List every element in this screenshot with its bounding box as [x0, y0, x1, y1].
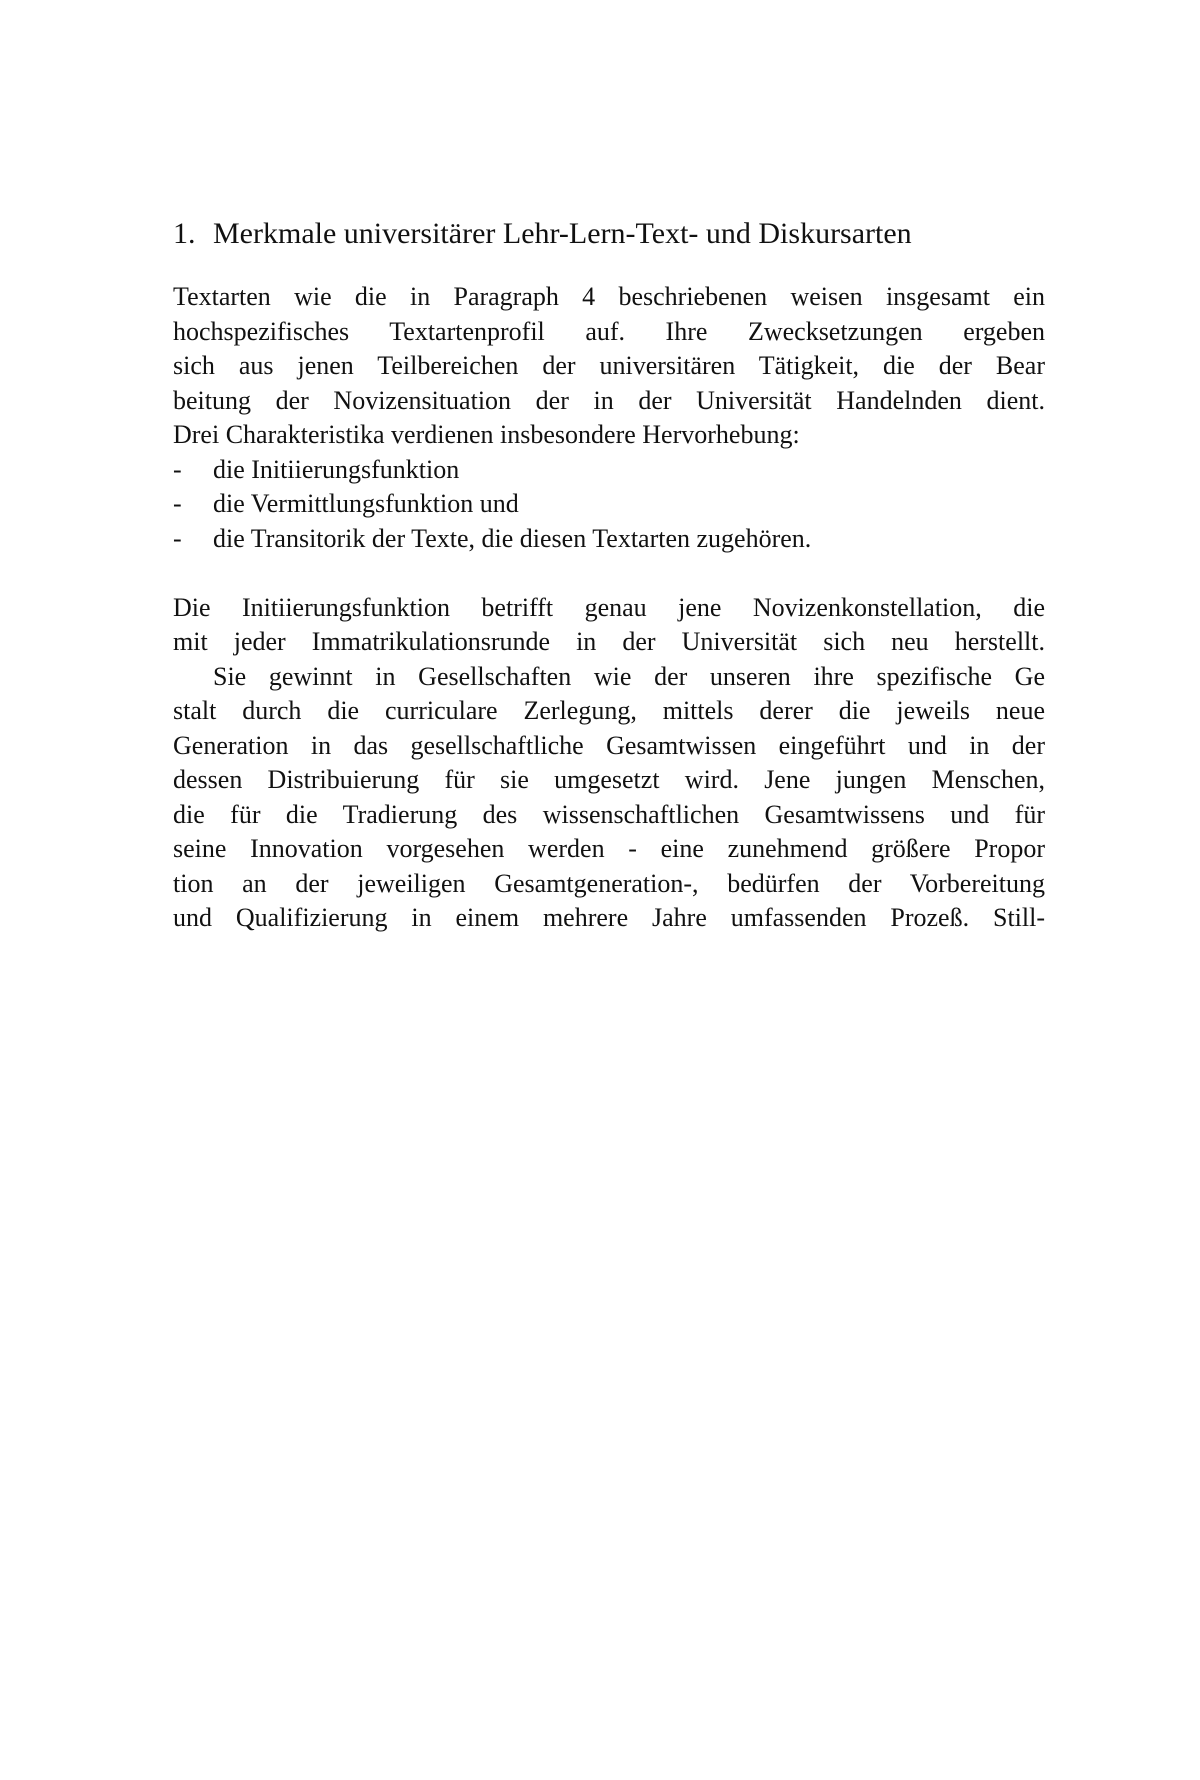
text-line: und Qualifizierung in einem mehrere Jahre umfassenden Prozeß. Still- — [173, 903, 1045, 932]
text-line: sich aus jenen Teilbereichen der universitären Tätigkeit, die der Bear — [173, 351, 1045, 380]
list-item-text: die Transitorik der Texte, die diesen Textarten zugehören. — [213, 523, 812, 553]
paragraph-curricular — [173, 660, 1045, 936]
document-page — [173, 214, 1045, 936]
text-line: Drei Charakteristika verdienen insbesondere Hervorhebung: — [173, 420, 800, 449]
text-line: Generation in das gesellschaftliche Gesamtwissen eingeführt und in der — [173, 730, 1045, 760]
section-number: 1. — [173, 217, 196, 250]
text-line: dessen Distribuierung für sie umgesetzt wird. Jene jungen Menschen, — [173, 765, 1045, 794]
text-line: Die Initiierungsfunktion betrifft genau jene Novizenkonstellation, die — [173, 592, 1045, 622]
text-line: Sie gewinnt in Gesellschaften wie der unseren ihre spezifische Ge — [213, 661, 1045, 691]
list-item — [173, 453, 1045, 488]
list-bullet: - — [173, 523, 182, 553]
section-heading — [173, 214, 1045, 254]
text-line: beitung der Novizensituation der in der Universität Handelnden dient. — [173, 385, 1045, 415]
characteristics-list — [173, 453, 1045, 557]
text-line: Textarten wie die in Paragraph 4 beschriebenen weisen insgesamt ein — [173, 282, 1045, 311]
list-bullet: - — [173, 454, 182, 484]
text-line: mit jeder Immatrikulationsrunde in der Universität sich neu herstellt. — [173, 627, 1045, 656]
list-item-text: die Initiierungsfunktion — [213, 454, 460, 484]
list-bullet: - — [173, 489, 182, 518]
text-line: stalt durch die curriculare Zerlegung, mittels derer die jeweils neue — [173, 696, 1045, 725]
paragraph-intro — [173, 280, 1045, 453]
text-line: hochspezifisches Textartenprofil auf. Ihre Zwecksetzungen ergeben — [173, 316, 1045, 346]
text-line: die für die Tradierung des wissenschaftlichen Gesamtwissens und für — [173, 799, 1045, 829]
list-item — [173, 487, 1045, 522]
section-title: Merkmale universitärer Lehr-Lern-Text- und Diskursarten — [213, 217, 912, 250]
text-line: seine Innovation vorgesehen werden - eine zunehmend größere Propor — [173, 834, 1045, 863]
paragraph-initiation — [173, 591, 1045, 660]
paragraph-spacer — [173, 556, 1045, 591]
list-item — [173, 522, 1045, 557]
text-line: tion an der jeweiligen Gesamtgeneration-, bedürfen der Vorbereitung — [173, 868, 1045, 898]
list-item-text: die Vermittlungsfunktion und — [213, 489, 519, 518]
